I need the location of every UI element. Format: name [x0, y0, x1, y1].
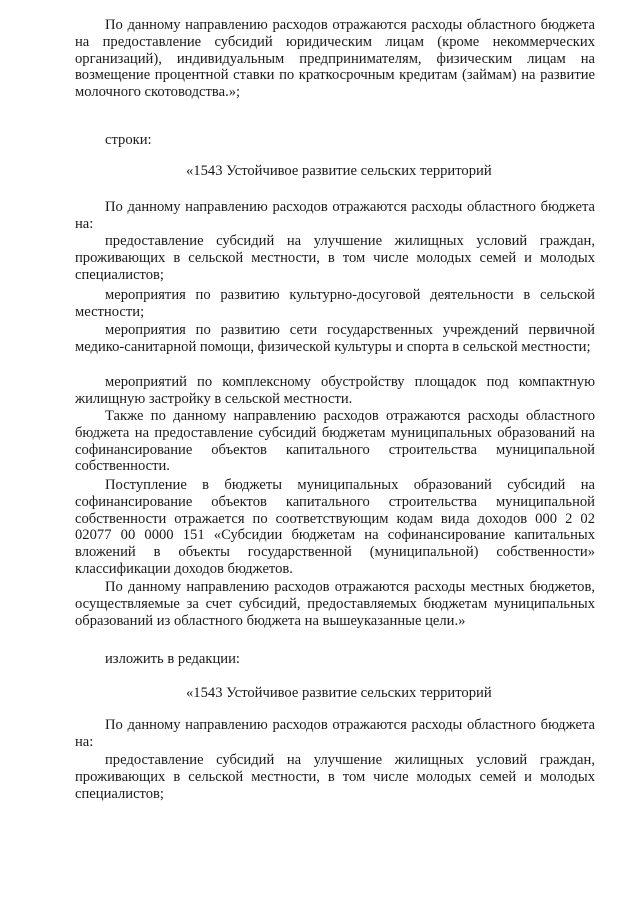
paragraph-medical: мероприятия по развитию сети государственных учреждений первичной медико-санитарной помощи, физической культуры и спорта в сельской местности;	[75, 322, 595, 355]
paragraph-intro-old: По данному направлению расходов отражаются расходы областного бюджета на:	[75, 199, 595, 232]
heading-1543-new: «1543 Устойчивое развитие сельских территорий	[186, 685, 492, 701]
paragraph-capital-construction: Также по данному направлению расходов отражаются расходы областного бюджета на предоставление субсидий бюджетам муниципальных образований на софинансирование объектов капитального строительства муниципальной собственности.	[75, 408, 595, 475]
paragraph-housing-sites: мероприятий по комплексному обустройству площадок под компактную жилищную застройку в сельской местности.	[75, 374, 595, 407]
paragraph-intro-new: По данному направлению расходов отражаются расходы областного бюджета на:	[75, 717, 595, 750]
paragraph-local-budgets: По данному направлению расходов отражаются расходы местных бюджетов, осуществляемые за счет субсидий, предоставляемых бюджетам муниципальных образований из областного бюджета на вышеуказанные цели.»	[75, 579, 595, 629]
paragraph-income-codes: Поступление в бюджеты муниципальных образований субсидий на софинансирование объектов капитального строительства муниципальной собственности отражается по соответствующим кодам вида доходов 000 2 02 02077 00 0000 151 «Субсидии бюджетам на софинансирование капитальных вложений в объекты государственной (муниципальной) собственности» классификации доходов бюджетов.	[75, 477, 595, 577]
label-lines: строки:	[105, 132, 152, 148]
paragraph-culture: мероприятия по развитию культурно-досуговой деятельности в сельской местности;	[75, 287, 595, 320]
paragraph-housing-old: предоставление субсидий на улучшение жилищных условий граждан, проживающих в сельской местности, в том числе молодых семей и молодых специалистов;	[75, 233, 595, 283]
heading-1543-old: «1543 Устойчивое развитие сельских территорий	[186, 163, 492, 179]
paragraph-housing-new: предоставление субсидий на улучшение жилищных условий граждан, проживающих в сельской местности, в том числе молодых семей и молодых специалистов;	[75, 752, 595, 802]
paragraph-dairy-subsidies: По данному направлению расходов отражаются расходы областного бюджета на предоставление субсидий юридическим лицам (кроме некоммерческих организаций), индивидуальным предпринимателям, физическим лицам на возмещение процентной ставки по краткосрочным кредитам (займам) на развитие молочного скотоводства.»;	[75, 17, 595, 101]
label-new-edition: изложить в редакции:	[105, 651, 240, 667]
